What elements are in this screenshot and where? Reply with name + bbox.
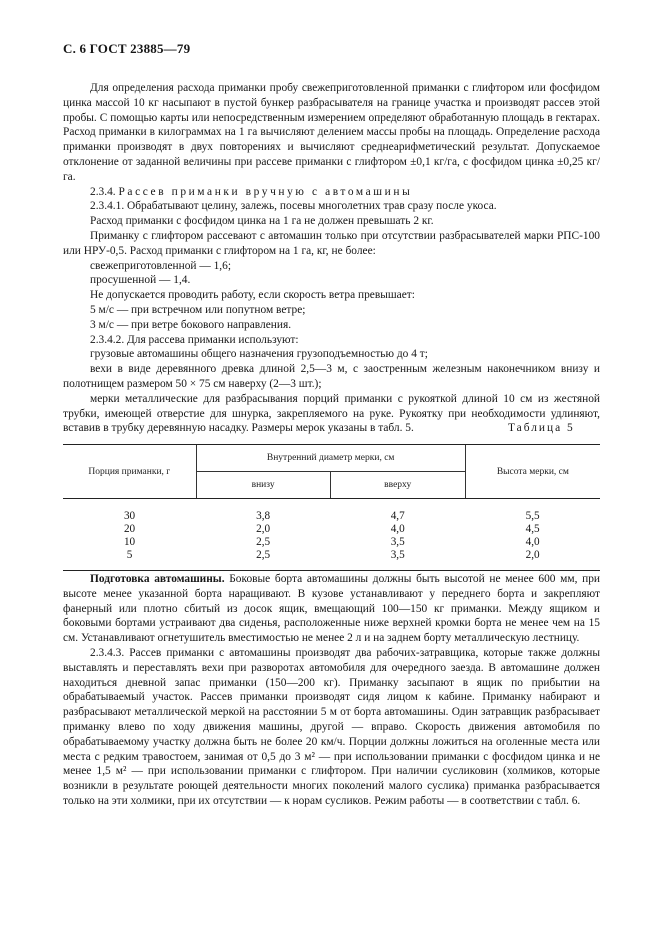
cell-top: 4,0 [390,523,405,535]
list-item-trucks: грузовые автомашины общего назначения грузоподъемностью до 4 т; [90,348,428,361]
table-row [63,499,600,524]
text-section-upper [63,81,600,436]
paragraph-wind-limit: Не допускается проводить работу, если скорость ветра превышает: [90,289,415,302]
header-inner-diameter: Внутренний диаметр мерки, см [196,445,465,472]
list-item-fresh: свежеприготовленной — 1,6; [90,259,231,272]
paragraph-2-3-4-1: 2.3.4.1. Обрабатывают целину, залежь, посевы многолетних трав сразу после укоса. [90,200,497,213]
cell-portion: 5 [63,549,196,571]
cell-top: 3,5 [390,536,405,548]
text-section-lower [63,572,600,809]
table-caption: Таблица 5 [508,422,575,434]
header-bottom: внизу [196,472,330,499]
cell-top: 4,7 [390,510,405,522]
header-top: вверху [330,472,465,499]
list-item-poles: вехи в виде деревянного древка длиной 2,5—3 м, с заостренным железным наконечником внизу и полотнищем размером 50 × 75 см наверху (2—3 шт.); [63,363,600,390]
header-height: Высота мерки, см [465,445,600,499]
truck-preparation-text: Боковые борта автомашины должны быть высотой не менее 600 мм, при высоте менее указанной борта наращивают. В кузове устанавливают у переднего борта и закрепляют фанерный или плотно сбитый из досок ящик, вмещающий 100—150 кг приманки. Между ящиком и боковыми бортами устраивают два сиденья, расположенные ниже верхней кромки борта не менее чем на 15 см. Устанавливают огнетушитель вместимостью не менее 2 л и на заднем борту металлическую лестницу. [63,573,600,645]
section-2-3-4-heading [63,185,600,200]
cell-portion: 10 [123,536,136,548]
table-row [63,523,600,536]
paragraph-2-3-4-2: 2.3.4.2. Для рассева приманки используют: [90,333,299,346]
cell-portion: 20 [123,523,136,535]
table-row [63,549,600,571]
paragraph-2-3-4-3: 2.3.4.3. Рассев приманки с автомашины производят два рабочих-затравщика, которые также должны выставлять и переставлять вехи при разворотах автомобиля для очередного заезда. В автомашине должен находиться дневной запас приманки (150—200 кг). Приманку засыпают в ящик по прибытии на обрабатываемый участок. Рассев приманки производят сидя лицом к кабине. Приманку набирают и разбрасывают металлической меркой на расстоянии 5 м от борта автомашины. Один затравщик разбрасывает приманку влево по ходу движения машины, другой — вправо. Скорость движения автомобиля по обрабатываемому участку должна быть не более 20 км/ч. Порции должны ложиться на оголенные места или места с редким травостоем, занимая от 0,5 до 3 м² — при использовании приманки с фосфидом цинка и не менее 1,5 м² — при использовании приманки с глифтором. При наличии сусликовин (холмиков, которые возникли в результате роющей деятельности многих поколений малого суслика) приманка разбрасывается только на эти холмики, при их отсутствии — к норам сусликов. Режим работы — в соответствии с табл. 6. [63,646,600,807]
cell-height: 4,0 [525,536,540,548]
list-item-measures: мерки металлические для разбрасывания порций приманки с рукояткой длиной 10 см из жестяной трубки, имеющей отверстие для шнурка, закрепляемого на руке. Рукоятку при необходимости удлиняют, вставив в трубку деревянную насадку. Размеры мерок указаны в табл. 5. [63,392,600,435]
list-item-dried: просушенной — 1,4. [90,274,191,287]
paragraph-phosphide-rate: Расход приманки с фосфидом цинка на 1 га не должен превышать 2 кг. [90,215,434,228]
cell-bottom: 3,8 [256,510,271,522]
table-row [63,536,600,549]
page-header: С. 6 ГОСТ 23885—79 [63,41,191,56]
cell-top: 3,5 [330,549,465,571]
cell-bottom: 2,5 [196,549,330,571]
truck-preparation-title: Подготовка автомашины. [90,573,225,585]
paragraph-truck-preparation [63,572,600,646]
paragraph-glyftor-rate: Приманку с глифтором рассевают с автомашин только при отсутствии разбрасывателей марки РПС-100 или НРУ-0,5. Расход приманки с глифтором на 1 га, кг, не более: [63,229,600,257]
section-title: Рассев приманки вручную с автомашины [118,185,413,198]
section-number: 2.3.4. [90,185,116,198]
cell-bottom: 2,5 [256,536,271,548]
cell-height: 2,0 [465,549,600,571]
paragraph-bait-consumption: Для определения расхода приманки пробу свежеприготовленной приманки с глифтором или фосфидом цинка массой 10 кг насыпают в пустой бункер разбрасывателя на границе участка и производят рассев этой пробы. С помощью карты или непосредственным измерением определяют обработанную площадь в гектарах. Расход приманки в килограммах на 1 га вычисляют делением массы пробы на площадь. Определение расхода приманки производят в двух повторениях и вычисляют среднеарифметический результат. Допускаемое отклонение от заданной величины при рассеве приманки с глифтором ±0,1 кг/га, с фосфидом цинка ±0,25 кг/га. [63,82,600,183]
cell-height: 4,5 [525,523,540,535]
table-5 [63,444,600,571]
list-item-wind-1: 5 м/с — при встречном или попутном ветре; [90,303,306,316]
cell-portion: 30 [123,510,136,522]
header-portion: Порция приманки, г [63,445,196,499]
cell-height: 5,5 [525,510,540,522]
cell-bottom: 2,0 [256,523,271,535]
list-item-wind-2: 3 м/с — при ветре бокового направления. [90,318,292,331]
